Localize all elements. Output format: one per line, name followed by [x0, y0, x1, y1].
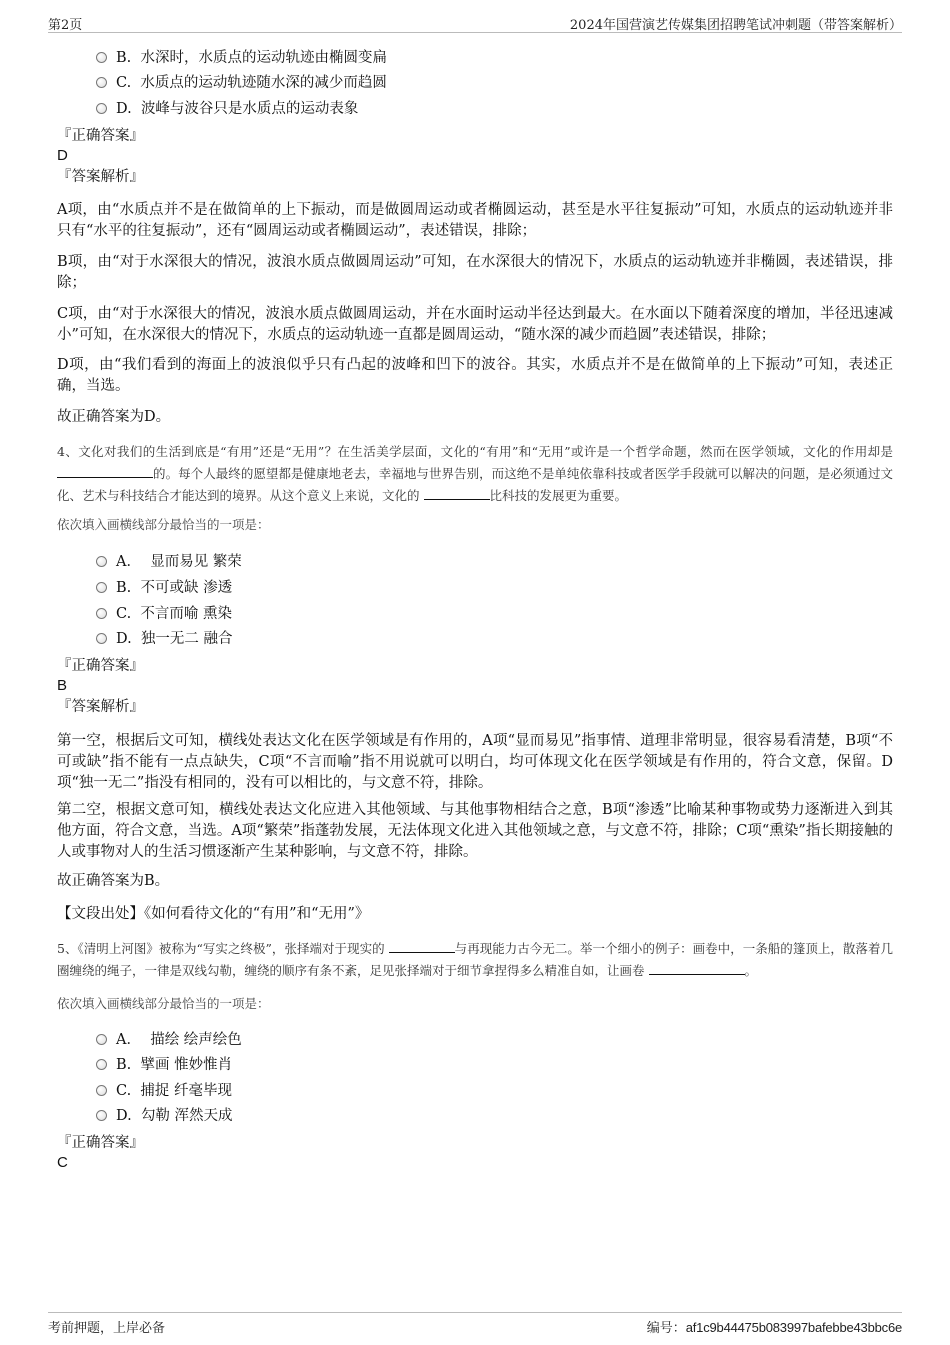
q4-source: 【文段出处】《如何看待文化的“有用”和“无用”》 — [57, 906, 370, 922]
q4-analysis-blank2: 第二空，根据文意可知，横线处表达文化应进入其他领域、与其他事物相结合之意，B项“渗透”比喻某种事物或势力逐渐进入到其他方面，符合文意，当选。A项“繁荣”指蓬勃发展，无法体现文化进入其他领域之意，与文意不符，排除；C项“熏染”指长期接触的人或事物对人的生活习惯逐渐产生某种影响，与文意不符，排除。 — [57, 802, 893, 860]
radio-icon[interactable] — [96, 52, 107, 63]
q5-option-a[interactable]: A． 描绘 绘声绘色 — [96, 1030, 242, 1050]
q4-option-c[interactable]: C. 不言而喻 熏染 — [96, 604, 232, 624]
page-footer — [48, 1312, 902, 1335]
q3-option-d[interactable]: D. 波峰与波谷只是水质点的运动表象 — [96, 99, 358, 119]
page-header — [48, 14, 902, 33]
q4-option-b[interactable]: B. 不可或缺 渗透 — [96, 578, 232, 598]
q3-analysis-label: 『答案解析』 — [57, 169, 144, 185]
q5-instruction: 依次填入画横线部分最恰当的一项是： — [57, 996, 270, 1011]
radio-icon[interactable] — [96, 1110, 107, 1121]
fill-blank — [57, 465, 153, 478]
q5-option-d[interactable]: D. 勾勒 浑然天成 — [96, 1106, 233, 1126]
radio-icon[interactable] — [96, 1085, 107, 1096]
radio-icon[interactable] — [96, 1059, 107, 1070]
q3-option-c[interactable]: C. 水质点的运动轨迹随水深的减少而趋圆 — [96, 73, 387, 93]
page-number: 第2页 — [48, 18, 83, 33]
q4-analysis-label: 『答案解析』 — [57, 699, 144, 715]
q4-instruction: 依次填入画横线部分最恰当的一项是： — [57, 517, 270, 532]
q5-option-b[interactable]: B. 擘画 惟妙惟肖 — [96, 1055, 232, 1075]
q5-answer: C — [57, 1154, 68, 1171]
radio-icon[interactable] — [96, 1034, 107, 1045]
q4-conclusion: 故正确答案为B。 — [57, 873, 170, 889]
radio-icon[interactable] — [96, 608, 107, 619]
q3-answer: D — [57, 147, 68, 164]
fill-blank — [424, 487, 490, 500]
q4-option-a[interactable]: A． 显而易见 繁荣 — [96, 552, 242, 572]
radio-icon[interactable] — [96, 77, 107, 88]
document-title: 2024年国营演艺传媒集团招聘笔试冲刺题（带答案解析） — [569, 18, 902, 33]
radio-icon[interactable] — [96, 103, 107, 114]
radio-icon[interactable] — [96, 582, 107, 593]
fill-blank — [389, 940, 455, 953]
q4-analysis-blank1: 第一空，根据后文可知，横线处表达文化在医学领域是有作用的，A项“显而易见”指事情、道理非常明显，很容易看清楚，B项“不可或缺”指不能有一点点缺失，C项“不言而喻”指不用说就可以明白，均可体现文化在医学领域是有作用的，符合文意，保留。D项“独一无二”指没有相同的，没有可以相比的，与文意不符，排除。 — [57, 733, 893, 791]
q4-answer-label: 『正确答案』 — [57, 658, 144, 674]
q4-answer: B — [57, 677, 68, 694]
q3-analysis-d: D项，由“我们看到的海面上的波浪似乎只有凸起的波峰和凹下的波谷。其实，水质点并不是在做简单的上下振动”可知，表述正确，当选。 — [57, 357, 893, 394]
q3-analysis-c: C项，由“对于水深很大的情况，波浪水质点做圆周运动，并在水面时运动半径达到最大。在水面以下随着深度的增加，半径迅速减小”可知，在水深很大的情况下，水质点的运动轨迹一直都是圆周运动，“随水深的减少而趋圆”表述错误，排除； — [57, 306, 893, 343]
fill-blank — [649, 962, 745, 975]
q3-answer-label: 『正确答案』 — [57, 128, 144, 144]
q3-conclusion: 故正确答案为D。 — [57, 409, 171, 425]
q4-stem: 4、文化对我们的生活到底是“有用”还是“无用”？在生活美学层面，文化的“有用”和“无用”或许是一个哲学命题，然而在医学领域，文化的作用却是 的。每个人最终的愿望都是健康地老去，幸福地与世界告别，而这绝不是单纯依靠科技或者医学手段就可以解决的问题，是必须通过文化、艺术与科技结合才能达到的境界。从这个意义上来说，文化的 比科技的发展更为重要。 — [57, 444, 893, 503]
radio-icon[interactable] — [96, 633, 107, 644]
q3-analysis-a: A项，由“水质点并不是在做简单的上下振动，而是做圆周运动或者椭圆运动，甚至是水平往复振动”可知，水质点的运动轨迹并非只有“水平的往复振动”，还有“圆周运动或者椭圆运动”，表述错误，排除； — [57, 202, 893, 239]
footer-slogan: 考前押题，上岸必备 — [48, 1321, 166, 1336]
q3-option-b[interactable]: B. 水深时，水质点的运动轨迹由椭圆变扁 — [96, 48, 387, 68]
radio-icon[interactable] — [96, 556, 107, 567]
q5-answer-label: 『正确答案』 — [57, 1135, 144, 1151]
q5-stem: 5、《清明上河图》被称为“写实之终极”，张择端对于现实的 与再现能力古今无二。举一个细小的例子：画卷中，一条船的篷顶上，散落着几圈缠绕的绳子，一律是双线勾勒，缠绕的顺序有条不紊，足见张择端对于细节拿捏得多么精准自如，让画卷 。 — [57, 941, 893, 978]
q3-analysis-b: B项，由“对于水深很大的情况，波浪水质点做圆周运动”可知，在水深很大的情况下，水质点的运动轨迹并非椭圆，表述错误，排除； — [57, 254, 893, 291]
document-code: 编号：af1c9b44475b083997bafebbe43bbc6e — [646, 1320, 902, 1336]
q4-option-d[interactable]: D. 独一无二 融合 — [96, 629, 233, 649]
q5-option-c[interactable]: C. 捕捉 纤毫毕现 — [96, 1081, 232, 1101]
